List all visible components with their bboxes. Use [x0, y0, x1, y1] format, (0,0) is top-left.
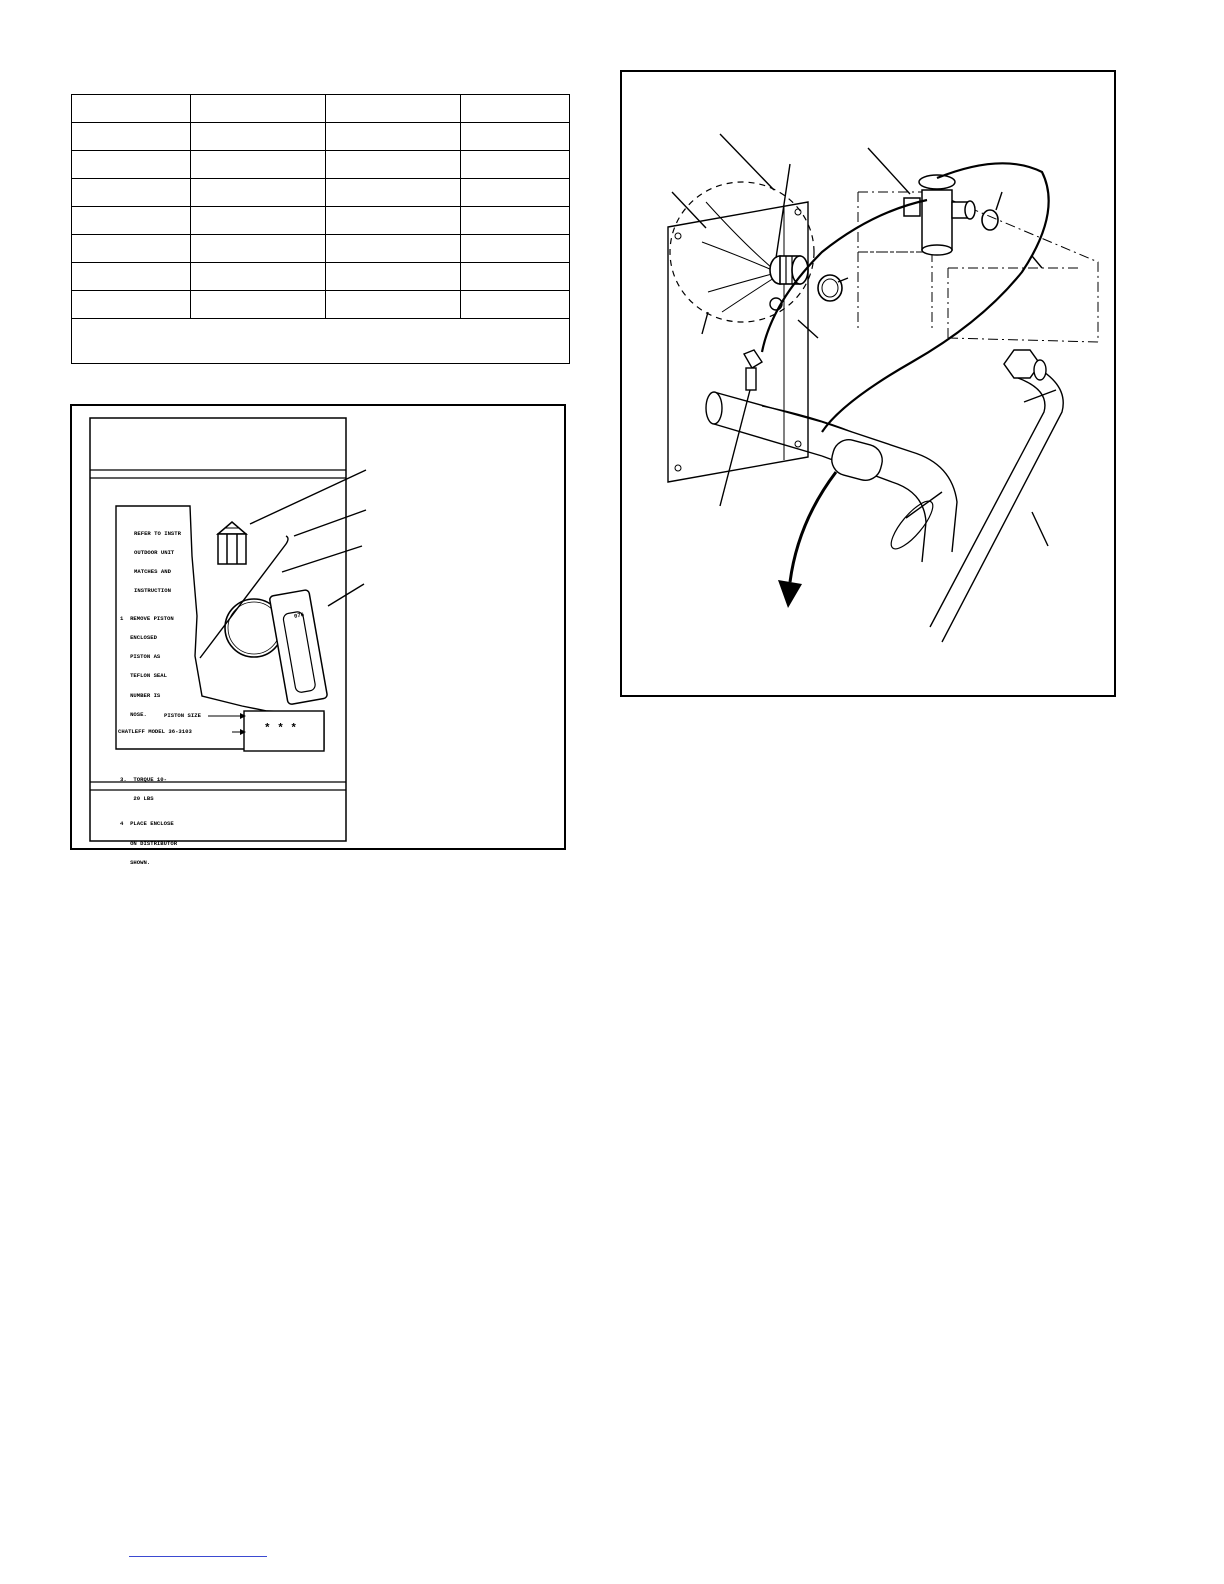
instruction-line: PISTON AS [120, 653, 161, 661]
table-note-row [72, 319, 570, 364]
instruction-line: 3. TORQUE 10- [120, 776, 167, 783]
spec-table [71, 94, 570, 364]
piston-number: 076 [293, 611, 305, 620]
instruction-line: MATCHES AND [134, 568, 171, 576]
instruction-line: 20 LBS [120, 795, 154, 803]
table-row [72, 263, 570, 291]
table-row [72, 235, 570, 263]
txv-installation-figure [620, 70, 1116, 697]
footer-rule [129, 1556, 267, 1557]
instruction-line: 1 REMOVE PISTON [120, 614, 174, 622]
instruction-line: NUMBER IS [120, 691, 161, 699]
instruction-line: TEFLON SEAL [120, 672, 167, 680]
instruction-line: ENCLOSED [120, 633, 157, 641]
table-row [72, 151, 570, 179]
instruction-line: OUTDOOR UNIT [134, 549, 175, 557]
table-row [72, 95, 570, 123]
piston-size-value: * * * [264, 723, 298, 735]
table-row [72, 291, 570, 319]
table-row [72, 207, 570, 235]
instruction-line: REFER TO INSTR [134, 529, 181, 537]
table-row [72, 179, 570, 207]
table-row [72, 123, 570, 151]
instruction-line: INSTRUCTION [134, 587, 171, 595]
chatleff-model-label: CHATLEFF MODEL 36-3103 [118, 728, 192, 735]
txv-installation-drawing [622, 72, 1114, 695]
instruction-line: ON DISTRIBUTOR [120, 839, 178, 847]
instruction-line: NOSE. [120, 710, 147, 718]
piston-kit-figure [70, 404, 566, 866]
piston-size-label: PISTON SIZE [164, 712, 201, 719]
instruction-line: SHOWN. [120, 858, 151, 866]
instruction-text [120, 518, 192, 879]
instruction-line: 4 PLACE ENCLOSE [120, 820, 174, 828]
